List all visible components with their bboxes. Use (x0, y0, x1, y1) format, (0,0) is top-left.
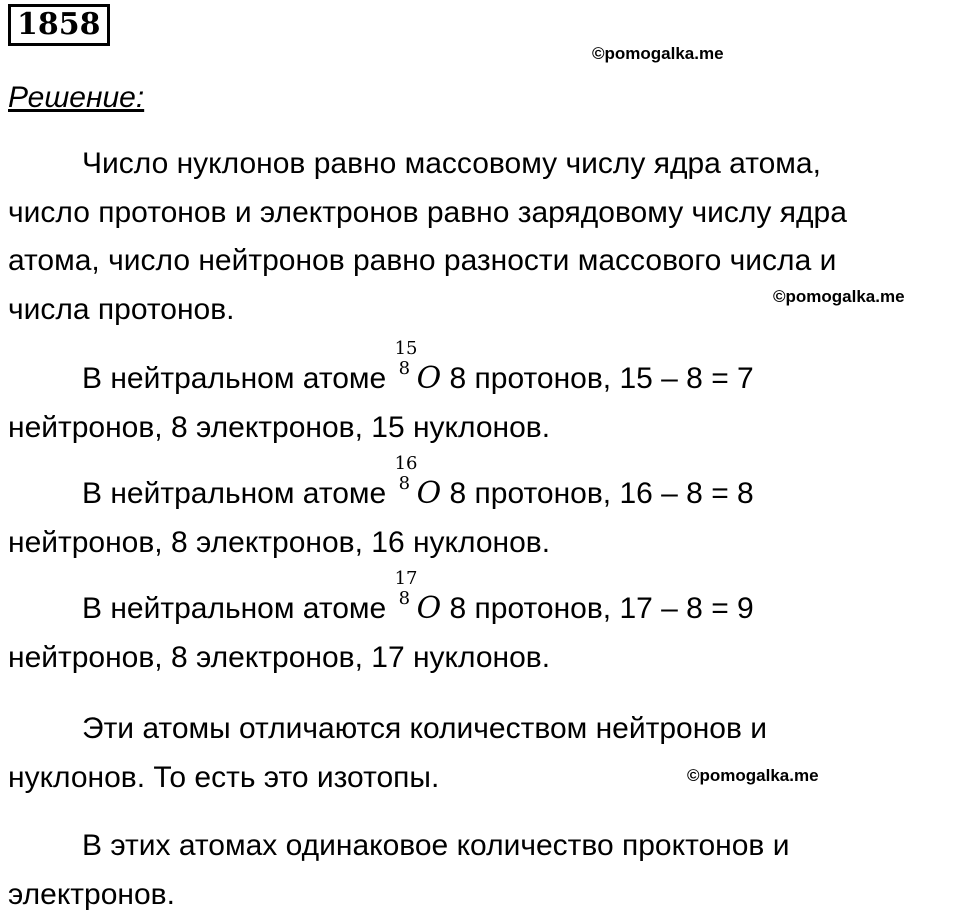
text-line: электронов. (8, 877, 175, 911)
text-line: число протонов и электронов равно зарядовому числу ядра (8, 195, 847, 229)
text-segment: В нейтральном атоме (82, 592, 395, 625)
text-segment: 8 протонов, 17 – 8 = 9 (441, 592, 754, 625)
isotope-notation (394, 453, 442, 519)
paragraph-oxygen-15 (8, 338, 952, 452)
watermark: ©pomogalka.me (773, 287, 905, 306)
text-line: нейтронов, 8 электронов, 16 нуклонов. (8, 525, 551, 559)
element-symbol: O (416, 591, 442, 626)
text-line: нейтронов, 8 электронов, 17 нуклонов. (8, 640, 551, 674)
charge-number: 8 (398, 358, 411, 379)
isotope-notation (394, 568, 442, 634)
charge-number: 8 (398, 473, 411, 494)
text-segment: В нейтральном атоме (82, 362, 395, 395)
problem-number: 1858 (8, 4, 110, 46)
text-line: числа протонов. (8, 292, 235, 326)
paragraph-oxygen-17 (8, 568, 952, 682)
text-line: атома, число нейтронов равно разности массового числа и (8, 244, 837, 277)
watermark: ©pomogalka.me (687, 766, 819, 785)
paragraph-oxygen-16 (8, 453, 952, 567)
paragraph-nucleon-definition (8, 140, 952, 334)
text-line: Эти атомы отличаются количеством нейтронов и (82, 712, 767, 745)
text-line (8, 453, 952, 519)
watermark: ©pomogalka.me (592, 44, 724, 63)
element-symbol: O (416, 476, 442, 511)
mass-number: 16 (394, 453, 418, 474)
text-line (8, 568, 952, 634)
isotope-notation (394, 338, 442, 404)
text-line: нуклонов. То есть это изотопы. (8, 760, 440, 794)
text-line (8, 338, 952, 404)
paragraph-isotopes-conclusion (8, 705, 952, 802)
charge-number: 8 (398, 588, 411, 609)
text-segment: В нейтральном атоме (82, 477, 395, 510)
text-line: нейтронов, 8 электронов, 15 нуклонов. (8, 410, 551, 444)
text-line: В этих атомах одинаковое количество проктонов и (82, 829, 790, 862)
text-segment: 8 протонов, 15 – 8 = 7 (441, 362, 754, 395)
text-line: Число нуклонов равно массовому числу ядра атома, (82, 147, 821, 180)
element-symbol: O (416, 361, 442, 396)
mass-number: 15 (394, 338, 418, 359)
mass-number: 17 (394, 568, 418, 589)
solution-heading: Решение: (8, 81, 145, 114)
paragraph-protons-electrons (8, 822, 952, 919)
text-segment: 8 протонов, 16 – 8 = 8 (441, 477, 754, 510)
